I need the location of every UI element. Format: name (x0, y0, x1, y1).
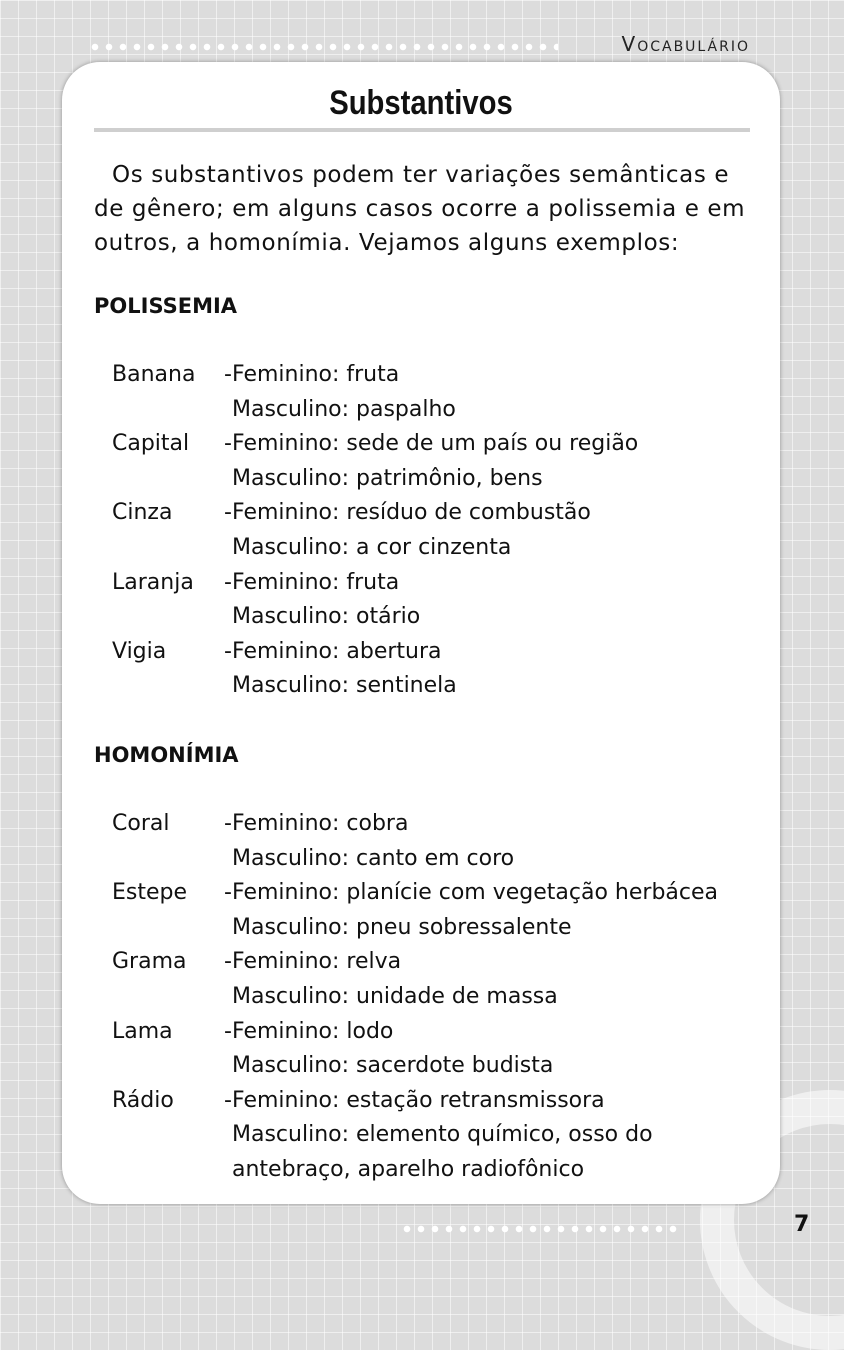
intro-line: outros, a homonímia. Vejamos alguns exemplos: (94, 230, 680, 256)
list-item (112, 496, 772, 565)
page-number: 7 (794, 1212, 810, 1237)
polissemia-list (112, 358, 772, 704)
content-card (62, 62, 780, 1204)
entry-dash: - (224, 949, 232, 975)
entry-dash: - (224, 431, 232, 457)
feminine-meaning: Feminino: planície com vegetação herbácea (232, 880, 718, 906)
masculine-meaning: Masculino: patrimônio, bens (232, 465, 543, 491)
feminine-meaning: Feminino: relva (232, 949, 402, 975)
masculine-meaning: Masculino: a cor cinzenta (232, 534, 512, 560)
list-item (112, 1084, 772, 1188)
masculine-meaning: Masculino: elemento químico, osso do (232, 1122, 653, 1148)
entry-dash: - (224, 1087, 232, 1113)
feminine-meaning: Feminino: sede de um país ou região (232, 431, 639, 457)
feminine-meaning: Feminino: fruta (232, 362, 400, 387)
entry-dash: - (224, 1018, 232, 1044)
feminine-meaning: Feminino: fruta (232, 569, 400, 595)
feminine-meaning: Feminino: estação retransmissora (232, 1087, 605, 1113)
feminine-meaning: Feminino: lodo (232, 1018, 394, 1044)
list-item (112, 945, 772, 1014)
decorative-dots-bottom (400, 1224, 680, 1234)
list-item (112, 566, 772, 635)
masculine-meaning: Masculino: canto em coro (232, 845, 515, 871)
feminine-meaning: Feminino: resíduo de combustão (232, 500, 591, 526)
list-item (112, 1015, 772, 1084)
feminine-meaning: Feminino: cobra (232, 811, 409, 836)
entry-dash: - (224, 362, 232, 387)
masculine-meaning: Masculino: pneu sobressalente (232, 914, 572, 940)
entry-word: Grama (112, 949, 187, 975)
list-item (112, 635, 772, 704)
homonimia-heading: HOMONÍMIA (94, 743, 239, 767)
masculine-meaning-continued: antebraço, aparelho radiofônico (232, 1156, 585, 1182)
intro-paragraph (94, 158, 754, 260)
polissemia-heading: POLISSEMIA (94, 294, 238, 318)
masculine-meaning: Masculino: otário (232, 604, 421, 630)
list-item (112, 427, 772, 496)
entry-word: Rádio (112, 1087, 174, 1113)
page-title: Substantivos (329, 84, 513, 122)
decorative-dots-top (88, 42, 558, 52)
entry-dash: - (224, 638, 232, 664)
list-item (112, 876, 772, 945)
masculine-meaning: Masculino: sentinela (232, 673, 457, 699)
entry-word: Capital (112, 431, 190, 457)
entry-dash: - (224, 569, 232, 595)
entry-word: Lama (112, 1018, 173, 1044)
entry-word: Laranja (112, 569, 194, 595)
entry-word: Estepe (112, 880, 188, 906)
feminine-meaning: Feminino: abertura (232, 638, 442, 664)
entry-dash: - (224, 500, 232, 526)
entry-word: Vigia (112, 638, 167, 664)
homonimia-list (112, 807, 772, 1188)
entry-word: Banana (112, 362, 196, 387)
intro-line: de gênero; em alguns casos ocorre a polissemia e em (94, 196, 746, 222)
title-divider (94, 128, 750, 132)
entry-dash: - (224, 880, 232, 906)
entry-dash: - (224, 811, 232, 836)
section-header: Vocabulário (621, 32, 750, 56)
masculine-meaning: Masculino: unidade de massa (232, 983, 558, 1009)
masculine-meaning: Masculino: paspalho (232, 396, 456, 422)
entry-word: Coral (112, 811, 170, 836)
list-item (112, 807, 772, 876)
entry-word: Cinza (112, 500, 173, 526)
list-item (112, 358, 772, 427)
masculine-meaning: Masculino: sacerdote budista (232, 1053, 554, 1079)
intro-line: Os substantivos podem ter variações semânticas e (112, 162, 730, 188)
